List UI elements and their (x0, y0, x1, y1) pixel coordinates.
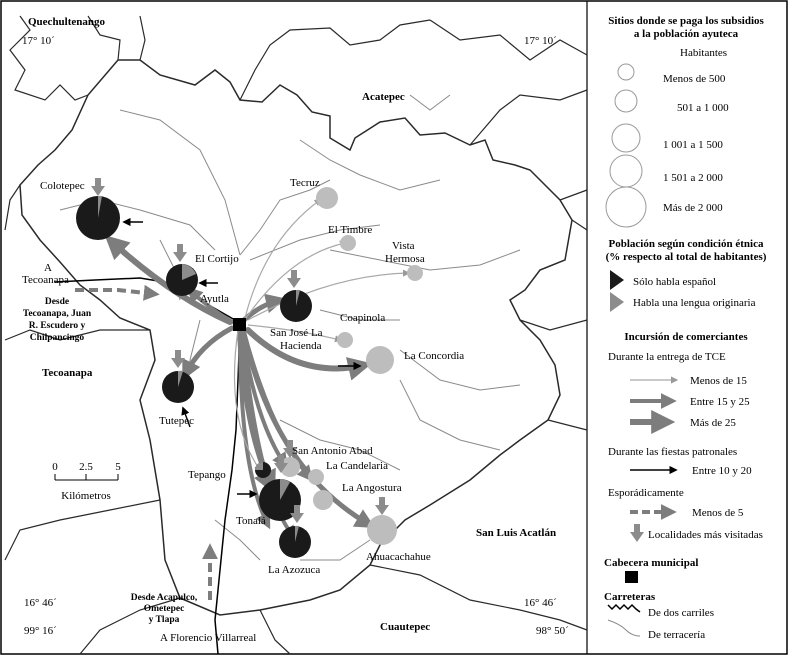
label-tutepec: Tutepec (159, 415, 195, 427)
coord-sw-lon: 99° 16´ (24, 625, 57, 637)
label-tonala: Tonalá (236, 515, 266, 527)
label-desde-aca-2: Ometepec (143, 604, 185, 614)
legend-visitadas: Localidades más visitadas (648, 529, 763, 541)
locality-la-angostura (313, 490, 333, 510)
legend-ethnic-title-2: (% respecto al total de habitantes) (605, 251, 767, 263)
label-tecruz: Tecruz (290, 177, 320, 189)
label-tepango: Tepango (188, 469, 226, 481)
legend-sites-title-1: Sitios donde se paga los subsidios (608, 15, 764, 27)
legend-fiestas-title: Durante las fiestas patronales (608, 446, 738, 458)
legend-habitantes: Habitantes (680, 47, 728, 59)
label-a-florencio: A Florencio Villarreal (160, 632, 257, 644)
ayutla-cabecera-marker (233, 318, 246, 331)
label-a-tecoanapa-1: A (44, 262, 52, 274)
legend-road-1: De terracería (648, 629, 706, 641)
legend-cabecera: Cabecera municipal (604, 557, 699, 569)
legend-fiestas: Entre 10 y 20 (692, 465, 752, 477)
label-acatepec: Acatepec (362, 91, 405, 103)
legend-tce-2: Más de 25 (690, 417, 736, 429)
label-desde-tec-1: Desde (44, 297, 70, 307)
legend-road-0: De dos carriles (648, 607, 714, 619)
legend-ethnic-0: Sólo habla español (633, 276, 717, 288)
locality-ahuacachahue (367, 515, 397, 545)
legend-tce-0: Menos de 15 (690, 375, 747, 387)
scale-unit: Kilómetros (61, 490, 111, 502)
locality-vista-hermosa (407, 265, 423, 281)
locality-la-candelaria (308, 469, 324, 485)
label-coapinola: Coapinola (340, 312, 386, 324)
coord-nw: 17° 10´ (22, 35, 55, 47)
legend-size-4: Más de 2 000 (663, 202, 723, 214)
locality-tecruz (316, 187, 338, 209)
label-desde-aca-1: Desde Acapulco, (130, 593, 198, 603)
legend-ethnic-title-1: Población según condición étnica (608, 238, 764, 250)
legend-espor-title: Esporádicamente (608, 487, 684, 499)
label-la-concordia: La Concordia (404, 350, 465, 362)
label-colotepec: Colotepec (40, 180, 85, 192)
label-san-luis: San Luis Acatlán (476, 527, 557, 539)
label-la-angostura: La Angostura (342, 482, 402, 494)
label-el-cortijo: El Cortijo (195, 253, 239, 265)
legend-tce-title: Durante la entrega de TCE (608, 351, 726, 363)
label-la-azozuca: La Azozuca (268, 564, 321, 576)
legend-cabecera-swatch (625, 571, 638, 583)
label-ahuacachahue: Ahuacachahue (366, 551, 431, 563)
legend-tce-1: Entre 15 y 25 (690, 396, 750, 408)
coord-sw-lat: 16° 46´ (24, 597, 57, 609)
label-quechultenango: Quechultenango (28, 16, 106, 28)
label-desde-tec-2: Tecoanapa, Juan (22, 309, 92, 319)
coord-ne: 17° 10´ (524, 35, 557, 47)
label-hermosa: Hermosa (385, 253, 425, 265)
label-san-jose-2: Hacienda (280, 340, 322, 352)
legend-size-2: 1 001 a 1 500 (663, 139, 723, 151)
legend-sites-title-2: a la población ayuteca (633, 28, 739, 40)
scale-tick-2: 5 (115, 461, 121, 473)
locality-la-concordia (366, 346, 394, 374)
label-cuautepec: Cuautepec (380, 621, 431, 633)
scale-tick-0: 0 (52, 461, 58, 473)
legend-ethnic-1: Habla una lengua originaria (633, 297, 756, 309)
locality-el-timbre (340, 235, 356, 251)
legend-size-3: 1 501 a 2 000 (663, 172, 723, 184)
legend-carreteras: Carreteras (604, 591, 656, 603)
legend-size-1: 501 a 1 000 (677, 102, 729, 114)
legend-espor: Menos de 5 (692, 507, 744, 519)
label-vista: Vista (392, 240, 415, 252)
label-ayutla: Ayutla (200, 293, 229, 305)
label-desde-tec-4: Chilpancingo (29, 333, 85, 343)
label-el-timbre: El Timbre (328, 224, 373, 236)
label-desde-tec-3: R. Escudero y (28, 321, 86, 331)
label-desde-aca-3: y Tlapa (148, 615, 180, 625)
legend-incursion-title: Incursión de comerciantes (624, 331, 748, 343)
label-san-antonio: San Antonio Abad (292, 445, 373, 457)
label-san-jose-1: San José La (270, 327, 323, 339)
coord-se-lat: 16° 46´ (524, 597, 557, 609)
locality-coapinola (337, 332, 353, 348)
legend-size-0: Menos de 500 (663, 73, 726, 85)
coord-se-lon: 98° 50´ (536, 625, 569, 637)
label-tecoanapa: Tecoanapa (42, 367, 93, 379)
scale-tick-1: 2.5 (79, 461, 93, 473)
label-la-candelaria: La Candelaria (326, 460, 388, 472)
label-a-tecoanapa-2: Tecoanapa (22, 274, 69, 286)
